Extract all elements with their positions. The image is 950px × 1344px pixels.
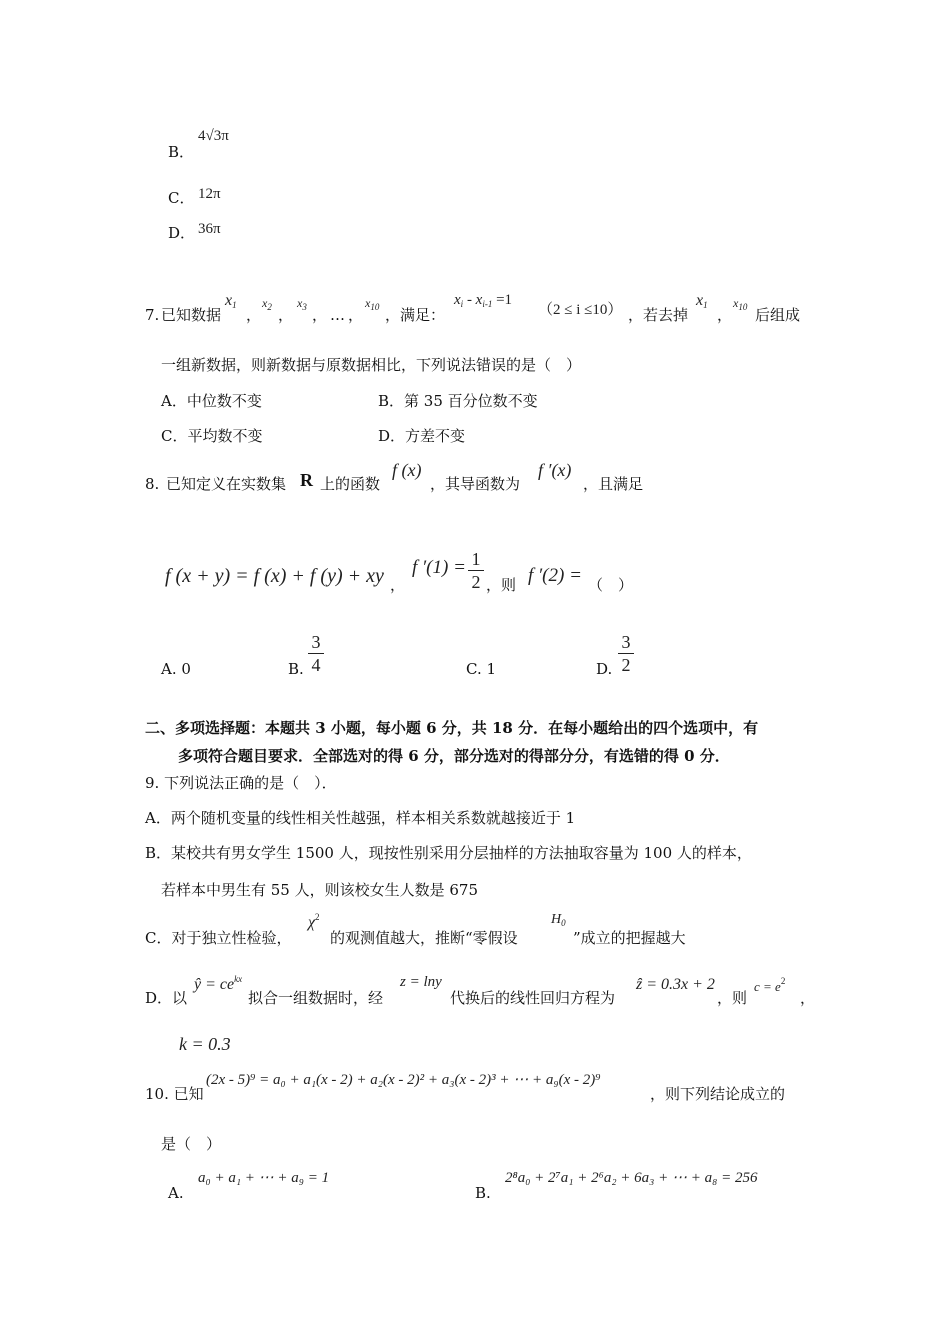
q10-number: 10. 已知 <box>145 1085 204 1103</box>
q6-option-c-label: C． <box>168 189 195 207</box>
q9-k-value: k = 0.3 <box>179 1034 231 1054</box>
q9-option-d-1: D．以 <box>145 989 188 1007</box>
q7-comma-3: ， <box>312 306 328 324</box>
q9-regression: ẑ = 0.3x + 2 <box>636 976 715 993</box>
q9-transform: z = lny <box>400 974 442 990</box>
q7-satisfy: ，满足： <box>385 306 446 324</box>
q7-stem-1: 已知数据 <box>161 306 222 324</box>
q7-remove: ，若去掉 <box>628 306 689 324</box>
q10-option-a-label: A. <box>168 1184 184 1202</box>
q9-option-d-5: ， <box>800 989 816 1007</box>
q8-option-d-fraction: 3 2 <box>618 631 634 676</box>
q10-stem-3: 是（ ） <box>161 1135 222 1153</box>
q9-c-value: $c = e^2$ <box>754 976 786 994</box>
q9-option-b-line1: B．某校共有男女学生 1500 人，现按性别采用分层抽样的方法抽取容量为 100 人的样本， <box>145 844 752 862</box>
q7-dots: … <box>330 306 345 324</box>
q9-option-d-4: ，则 <box>717 989 748 1007</box>
q7-option-d: D．方差不变 <box>378 427 466 445</box>
q9-option-b-line2: 若样本中男生有 55 人，则该校女生人数是 675 <box>161 881 479 899</box>
q8-option-c: C. 1 <box>466 660 497 678</box>
q7-x1: $x_1$ <box>225 292 237 310</box>
q8-stem-2: 上的函数 <box>320 475 381 493</box>
q9-null-hypothesis: $H_0$ <box>551 912 566 928</box>
q6-option-d-value: 36π <box>198 221 221 237</box>
q10-stem-2: ，则下列结论成立的 <box>650 1085 786 1103</box>
q10-option-b-expr: 2⁸a₀ + 2⁷a₁ + 2⁶a₂ + 6a₃ + ⋯ + a₈ = 256 <box>505 1170 758 1186</box>
q7-x10: $x_{10}$ <box>365 296 380 312</box>
q9-option-d-2: 拟合一组数据时，经 <box>248 989 384 1007</box>
q7-remove-x10: $x_{10}$ <box>733 296 748 312</box>
q6-option-b-value: 4√3π <box>198 128 229 144</box>
section2-heading-line1: 二、多项选择题：本题共 3 小题，每小题 6 分，共 18 分．在每小题给出的四个选项中，有 <box>145 719 759 737</box>
q9-stem: 9. 下列说法正确的是（ ）． <box>145 774 337 792</box>
q7-number: 7. <box>145 306 160 324</box>
q7-range: （2 ≤ i ≤10） <box>538 302 623 318</box>
q9-option-c-2: 的观测值越大，推断“零假设 <box>330 929 518 947</box>
q8-option-a: A. 0 <box>161 660 191 678</box>
q7-comma-5: ， <box>717 306 733 324</box>
q10-option-a-expr: a₀ + a₁ + ⋯ + a₉ = 1 <box>198 1170 330 1186</box>
q8-comma: ， <box>390 576 406 594</box>
q8-stem-1: 已知定义在实数集 <box>166 475 287 493</box>
q8-fp1: f ′(1) = <box>412 557 466 578</box>
q9-chi-square: $\chi^2$ <box>308 912 320 931</box>
q8-option-b-label: B. <box>288 660 304 678</box>
q8-paren: （ ） <box>588 576 634 594</box>
q7-condition: $x_i - x_{i-1} =1$ <box>454 292 513 309</box>
q8-fp2: f ′(2) = <box>528 565 582 586</box>
q8-stem-3: ，其导函数为 <box>430 475 521 493</box>
q7-comma-2: ， <box>278 306 294 324</box>
q9-option-d-3: 代换后的线性回归方程为 <box>450 989 616 1007</box>
section2-heading-line2: 多项符合题目要求．全部选对的得 6 分，部分选对的得部分分，有选错的得 0 分． <box>178 747 730 765</box>
q10-option-b-label: B. <box>475 1184 491 1202</box>
q8-one-half: 1 2 <box>468 548 484 593</box>
q8-option-d-label: D. <box>596 660 613 678</box>
q8-option-b-fraction: 3 4 <box>308 631 324 676</box>
q8-number: 8. <box>145 475 160 493</box>
q9-option-c-1: C．对于独立性检验， <box>145 929 292 947</box>
q7-comma-4: ， <box>348 306 364 324</box>
q7-stem-2: 后组成 <box>755 306 801 324</box>
q9-option-a: A．两个随机变量的线性相关性越强，样本相关系数就越接近于 1 <box>145 809 576 827</box>
q10-expansion: (2x - 5)⁹ = a₀ + a₁(x - 2) + a₂(x - 2)² + a₃(x - 2)³ + ⋯ + a₉(x - 2)⁹ <box>206 1072 601 1088</box>
q7-comma-1: ， <box>246 306 262 324</box>
q7-option-a: A．中位数不变 <box>161 392 262 410</box>
q7-stem-3: 一组新数据，则新数据与原数据相比，下列说法错误的是（ ） <box>161 356 582 374</box>
q7-option-b: B．第 35 百分位数不变 <box>378 392 538 410</box>
q8-stem-4: ，且满足 <box>583 475 644 493</box>
q8-equation: f (x + y) = f (x) + f (y) + xy <box>165 565 384 587</box>
q7-option-c: C．平均数不变 <box>161 427 263 445</box>
q8-fpx: f ′(x) <box>538 460 572 480</box>
q7-x2: $x_2$ <box>262 296 272 312</box>
q8-then: ，则 <box>486 576 517 594</box>
q6-option-b-label: B． <box>168 143 195 161</box>
q7-x3: $x_3$ <box>297 296 307 312</box>
q9-model: ŷ = $ce^{kx}$ <box>194 974 243 993</box>
q6-option-c-value: 12π <box>198 186 221 202</box>
q9-option-c-3: ”成立的把握越大 <box>573 929 686 947</box>
q7-remove-x1: $x_1$ <box>696 292 708 310</box>
q6-option-d-label: D． <box>168 224 196 242</box>
q8-fx: f (x) <box>392 460 422 480</box>
q8-real-set: R <box>300 470 313 490</box>
